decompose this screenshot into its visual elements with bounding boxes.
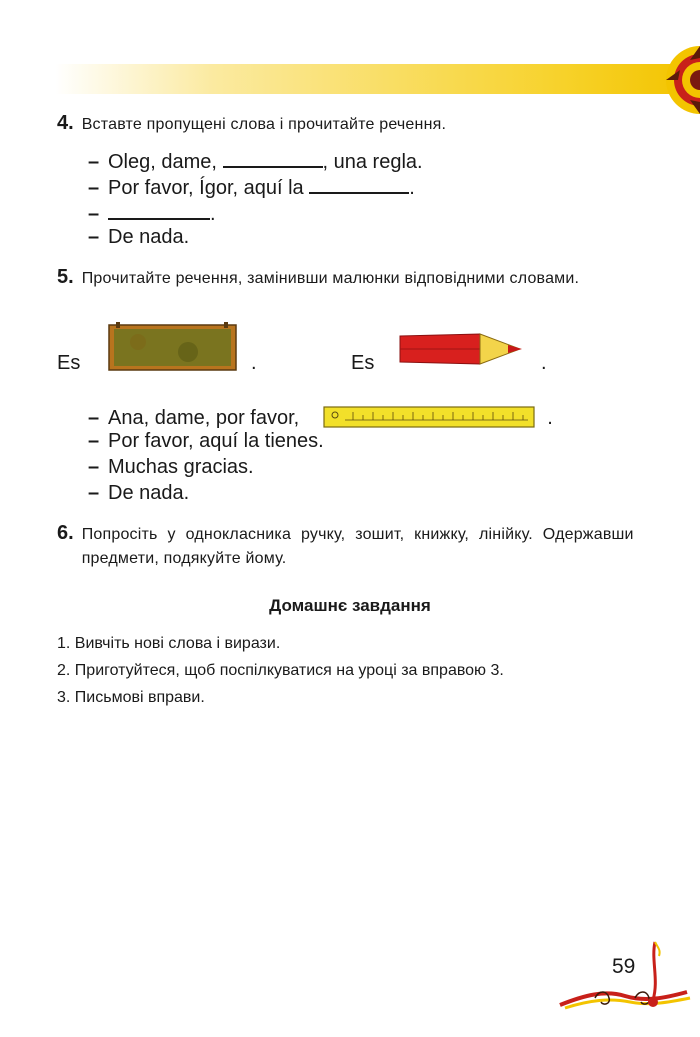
homework-list — [57, 630, 504, 711]
line-text-after: . — [409, 177, 415, 199]
dash: – — [88, 482, 100, 504]
dash: – — [88, 407, 100, 429]
dot: . — [251, 352, 257, 374]
homework-item: 2. Приготуйтеся, щоб поспілкуватися на уроці за вправою 3. — [57, 662, 504, 679]
dialogue-line — [88, 402, 553, 428]
exercise-instruction: Прочитайте речення, замінивши малюнки відповідними словами. — [81, 270, 580, 287]
homework-item: 1. Вивчіть нові слова і вирази. — [57, 635, 281, 652]
homework-title: Домашнє завдання — [269, 596, 431, 615]
line-text-after: . — [547, 407, 553, 429]
dash: – — [88, 226, 100, 248]
exercise-5-dialogue — [88, 402, 553, 506]
exercise-instruction: Попросіть у однокласника ручку, зошит, книжку, лінійку. Одержавши предмети, подякуйте йому. — [81, 526, 634, 567]
line-text: Por favor, Ígor, aquí la — [108, 177, 304, 199]
exercise-4-dialogue — [88, 146, 423, 250]
exercise-number: 6. — [57, 522, 74, 544]
line-text: Por favor, aquí la tienes. — [108, 430, 324, 452]
dialogue-line — [88, 428, 553, 454]
es-label-1: Es — [57, 352, 81, 374]
page-number: 59 — [612, 955, 636, 978]
line-text: Muchas gracias. — [108, 456, 254, 478]
exercise-instruction: Вставте пропущені слова і прочитайте речення. — [81, 116, 447, 133]
dash: – — [88, 430, 100, 452]
dialogue-line — [88, 172, 423, 198]
dash: – — [88, 151, 100, 173]
dialogue-line — [88, 480, 553, 506]
chalkboard-icon — [108, 322, 238, 372]
es-label-2: Es — [351, 352, 375, 374]
dialogue-line — [88, 454, 553, 480]
dash: – — [88, 177, 100, 199]
line-text-after: . — [210, 203, 216, 225]
fill-blank[interactable] — [309, 172, 409, 194]
exercise-5 — [57, 266, 634, 289]
dash: – — [88, 456, 100, 478]
fill-blank[interactable] — [223, 146, 323, 168]
line-text: Oleg, dame, — [108, 151, 217, 173]
homework-item: 3. Письмові вправи. — [57, 689, 205, 706]
exercise-6 — [57, 522, 634, 571]
dash: – — [88, 203, 100, 225]
line-text: Ana, dame, por favor, — [108, 407, 300, 429]
footer-ornament-icon — [555, 940, 695, 1020]
fill-blank[interactable] — [108, 198, 210, 220]
line-text: De nada. — [108, 226, 190, 248]
pencil-icon — [396, 330, 526, 368]
dialogue-line — [88, 224, 423, 250]
exercise-number: 4. — [57, 112, 74, 134]
dialogue-line — [88, 198, 423, 224]
dialogue-line — [88, 146, 423, 172]
exercise-4 — [57, 112, 446, 135]
header-gradient-bar — [55, 64, 690, 94]
line-text-after: , una regla. — [322, 151, 423, 173]
ruler-icon — [323, 406, 535, 428]
exercise-number: 5. — [57, 266, 74, 288]
dot: . — [541, 352, 547, 374]
corner-ornament-icon — [660, 40, 700, 120]
line-text: De nada. — [108, 482, 190, 504]
